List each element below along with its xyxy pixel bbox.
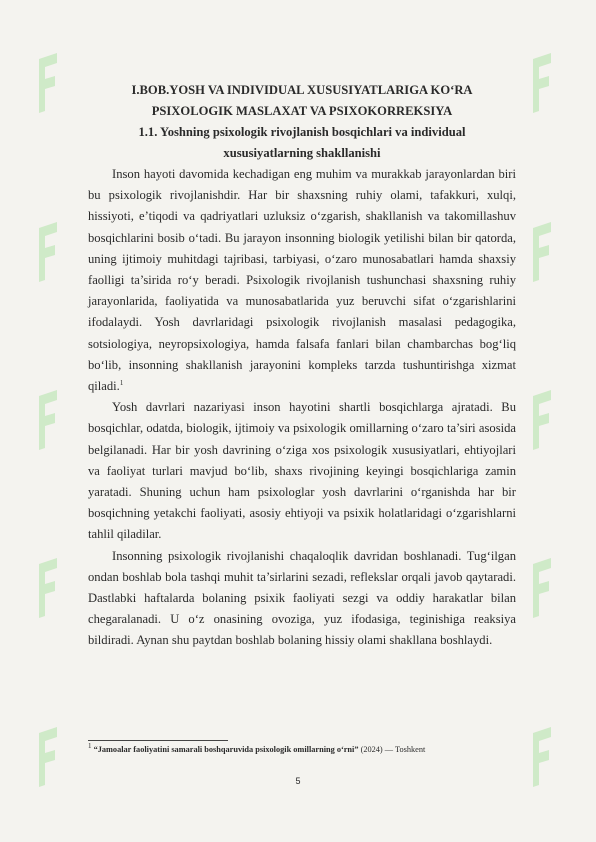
paragraph-text: Inson hayoti davomida kechadigan eng muhim va murakkab jarayonlardan biri bu psixologik rivojlanishdir. Har bir shaxsning ruhiy olami, tafakkuri, xulqi, hissiyoti, e’tiqodi va qadriyatlari uzluksiz o‘zgarish, shakllanish va takomillashuv bosqichlarini bosib o‘tadi. Bu jarayon insonning biologik yetilishi bilan bir qatorda, uning ijtimoiy muhitdagi tajribasi, tarbiyasi, o‘zaro munosabatlari hamda shaxsiy faolligi ta’sirida ro‘y beradi. Psixologik rivojlanish tushunchasi shaxsning ruhiy jarayonlarida, faoliyatida va munosabatlarida yuz beruvchi sifat o‘zgarishlarini ifodalaydi. Yosh davrlaridagi psixologik rivojlanish masalasi pedagogika, sotsiologiya, neyropsixologiya, hamda falsafa fanlari bilan chambarchas bog‘liq bo‘lib, insonning shakllanish jarayonini kompleks tarzda tushuntirishga xizmat qiladi. (88, 167, 516, 394)
watermark-logo-icon (527, 218, 557, 288)
body-paragraph-1 (88, 164, 516, 397)
watermark-logo-icon (527, 554, 557, 624)
footnote-number: 1 (88, 742, 92, 751)
paragraph-text: Insonning psixologik rivojlanishi chaqaloqlik davridan boshlanadi. Tug‘ilgan ondan boshlab bola tashqi muhit ta’sirlarini sezadi, reflekslar orqali javob qaytaradi. Dastlabki haftalarda bolaning psixik faoliyati sezgi va oddiy harakatlar bilan chegaralanadi. U o‘z onasining ovoziga, yuz ifodasiga, teginishiga reaksiya bildiradi. Aynan shu paytdan boshlab bolaning hissiy olami shakllana boshlaydi. (88, 548, 516, 648)
watermark-right (522, 0, 562, 842)
body-paragraph-2 (88, 397, 516, 545)
chapter-title-line1: I.BOB.YOSH VA INDIVIDUAL XUSUSIYATLARIGA KO‘RA (131, 83, 473, 97)
watermark-logo-icon (33, 49, 63, 119)
watermark-left (28, 0, 68, 842)
paragraph-text: Yosh davrlari nazariyasi inson hayotini shartli bosqichlarga ajratadi. Bu bosqichlar, odatda, biologik, ijtimoiy va psixologik omillarning o‘zaro ta’siri asosida belgilanadi. Har bir yosh davrining o‘ziga xos psixologik xususiyatlari, ehtiyojlari va faoliyat turlari mavjud bo‘lib, shaxs rivojining keyingi bosqichlariga zamin yaratadi. Shuning uchun ham psixologlar yosh davrlarini o‘rganishda har bir bosqichning yetakchi faoliyati, asosiy ehtiyoji va psixik holatlaridagi o‘zgarishlarni tahlil qiladilar. (88, 400, 516, 542)
section-title (88, 122, 516, 164)
watermark-logo-icon (33, 386, 63, 456)
section-title-line1: 1.1. Yoshning psixologik rivojlanish bosqichlari va individual (138, 125, 466, 139)
footnote-source: (2024) — Toshkent (358, 745, 426, 754)
chapter-title-line2: PSIXOLOGIK MASLAXAT VA PSIXOKORREKSIYA (151, 104, 453, 118)
chapter-title (88, 80, 516, 122)
footnote (88, 744, 528, 756)
section-title-line2: xususiyatlarning shakllanishi (223, 146, 381, 160)
footnote-divider (88, 740, 228, 741)
watermark-logo-icon (33, 554, 63, 624)
watermark-logo-icon (527, 49, 557, 119)
watermark-logo-icon (33, 218, 63, 288)
page-content (88, 80, 516, 652)
body-paragraph-3 (88, 546, 516, 652)
watermark-logo-icon (527, 386, 557, 456)
footnote-reference[interactable]: 1 (119, 378, 124, 387)
footnote-title: “Jamoalar faoliyatini samarali boshqaruvida psixologik omillarning o‘rni” (93, 745, 359, 754)
page-number: 5 (295, 776, 301, 786)
